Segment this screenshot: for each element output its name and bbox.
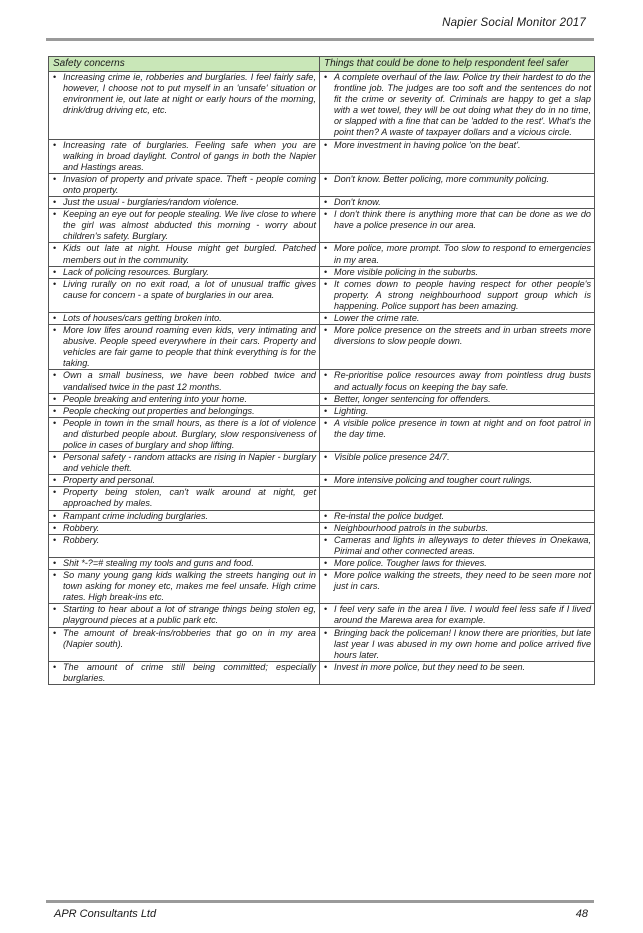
suggestion-cell: • More visible policing in the suburbs. [320, 266, 595, 278]
safety-concern-cell: • People breaking and entering into your home. [49, 393, 320, 405]
table-row [49, 312, 595, 324]
suggestion-cell: • More police, more prompt. Too slow to respond to emergencies in my area. [320, 243, 595, 266]
safety-concern-cell: • Lots of houses/cars getting broken into. [49, 312, 320, 324]
page-header [46, 14, 594, 41]
page-number: 48 [575, 908, 588, 920]
suggestion-cell [320, 487, 595, 510]
suggestion-cell: • I feel very safe in the area I live. I would feel less safe if I lived around the Marewa area for example. [320, 604, 595, 627]
safety-concern-cell: • Just the usual - burglaries/random violence. [49, 197, 320, 209]
table-row [49, 266, 595, 278]
safety-concern-cell: • Kids out late at night. House might get burgled. Patched members out in the community. [49, 243, 320, 266]
safety-concern-cell: • Shit *-?=# stealing my tools and guns and food. [49, 557, 320, 569]
table-row [49, 417, 595, 451]
suggestion-cell: • I don't think there is anything more that can be done as we do have a police presence in our area. [320, 209, 595, 243]
safety-concern-cell: • Property and personal. [49, 475, 320, 487]
suggestion-cell: • Bringing back the policeman! I know there are priorities, but late last year I was abused in my own home and police arrived five hours later. [320, 627, 595, 661]
suggestion-cell: • Invest in more police, but they need to be seen. [320, 661, 595, 684]
suggestion-cell: • Lighting. [320, 405, 595, 417]
suggestion-cell: • Neighbourhood patrols in the suburbs. [320, 522, 595, 534]
safety-concern-cell: • Robbery. [49, 522, 320, 534]
table-row [49, 173, 595, 196]
safety-concern-cell: • Personal safety - random attacks are rising in Napier - burglary and vehicle theft. [49, 452, 320, 475]
safety-concern-cell: • People in town in the small hours, as there is a lot of violence and disturbed people about. Burglary, slow responsiveness of police in cases of burglary and shop lifting. [49, 417, 320, 451]
table-row [49, 139, 595, 173]
suggestion-cell: • Lower the crime rate. [320, 312, 595, 324]
safety-concern-cell: • Starting to hear about a lot of strange things being stolen eg, playground pieces at a public park etc. [49, 604, 320, 627]
suggestion-cell: • More intensive policing and tougher court rulings. [320, 475, 595, 487]
safety-concern-cell: • Keeping an eye out for people stealing. We live close to where the girl was almost abducted this morning - worry about children's safety. Burglary. [49, 209, 320, 243]
safety-concern-cell: • Invasion of property and private space. Theft - people coming onto property. [49, 173, 320, 196]
suggestion-cell: • A visible police presence in town at night and on foot patrol in the day time. [320, 417, 595, 451]
safety-concern-cell: • The amount of break-ins/robberies that go on in my area (Napier south). [49, 627, 320, 661]
table-row [49, 661, 595, 684]
safety-concern-cell: • People checking out properties and belongings. [49, 405, 320, 417]
suggestion-cell: • Re-instal the police budget. [320, 510, 595, 522]
table-row [49, 522, 595, 534]
table-row [49, 557, 595, 569]
table-row [49, 627, 595, 661]
suggestion-cell: • More police presence on the streets and in urban streets more diversions to slow people down. [320, 325, 595, 370]
safety-concern-cell: • More low lifes around roaming even kids, very intimating and abusive. People speed everywhere in their cars. Property and vehicles are fair game to people that think everything is for the taking. [49, 325, 320, 370]
table-row [49, 393, 595, 405]
table-row [49, 325, 595, 370]
footer-company-name: APR Consultants Ltd [54, 908, 157, 920]
table-body [49, 72, 595, 685]
suggestion-cell: • A complete overhaul of the law. Police try their hardest to do the frontline job. The judges are too soft and the sentences do not fit the crime or severity of. Criminals are happy to get a slap with a wet towel, they will be out doing what they do in no time, or slapped with a fine that can be 'added to the rest'. What's the point then? A waste of taxpayer dollars and a vicious circle. [320, 72, 595, 140]
suggestion-cell: • Better, longer sentencing for offenders. [320, 393, 595, 405]
safety-concern-cell: • Rampant crime including burglaries. [49, 510, 320, 522]
table-row [49, 510, 595, 522]
table-row [49, 243, 595, 266]
safety-concern-cell: • Increasing crime ie, robberies and burglaries. I feel fairly safe, however, I choose not to put myself in an 'unsafe' situation or environment ie, out late at night or early hours of the morning, drink/drug driving etc, etc. [49, 72, 320, 140]
table-row [49, 209, 595, 243]
page-footer [46, 900, 594, 925]
suggestion-cell: • Cameras and lights in alleyways to deter thieves in Onekawa, Pirimai and other connected areas. [320, 534, 595, 557]
column-header-things-to-help: Things that could be done to help respondent feel safer [320, 57, 595, 72]
safety-concern-cell: • Lack of policing resources. Burglary. [49, 266, 320, 278]
safety-concern-cell: • Living rurally on no exit road, a lot of unusual traffic gives cause for concern - a spate of burglaries in our area. [49, 278, 320, 312]
table-header-row [49, 57, 595, 72]
suggestion-cell: • More police. Tougher laws for thieves. [320, 557, 595, 569]
table-row [49, 534, 595, 557]
report-title: Napier Social Monitor 2017 [442, 17, 586, 29]
table-row [49, 604, 595, 627]
suggestion-cell: • Don't know. [320, 197, 595, 209]
table-row [49, 370, 595, 393]
suggestion-cell: • It comes down to people having respect for other people's property. A strong neighbourhood support group which is happening. Police support has been amazing. [320, 278, 595, 312]
column-header-safety-concerns: Safety concerns [49, 57, 320, 72]
suggestion-cell: • More police walking the streets, they need to be seen more not just in cars. [320, 570, 595, 604]
safety-concern-cell: • The amount of crime still being committed; especially burglaries. [49, 661, 320, 684]
table-row [49, 570, 595, 604]
table-row [49, 452, 595, 475]
safety-concern-cell: • Increasing rate of burglaries. Feeling safe when you are walking in broad daylight. Control of gangs in both the Napier and Hastings areas. [49, 139, 320, 173]
safety-concern-cell: • Property being stolen, can't walk around at night, get approached by males. [49, 487, 320, 510]
table-row [49, 278, 595, 312]
table-row [49, 475, 595, 487]
suggestion-cell: • Re-prioritise police resources away from pointless drug busts and actually focus on keeping the bay safe. [320, 370, 595, 393]
suggestion-cell: • Don't know. Better policing, more community policing. [320, 173, 595, 196]
table-row [49, 72, 595, 140]
table-row [49, 487, 595, 510]
table-row [49, 405, 595, 417]
safety-concern-cell: • So many young gang kids walking the streets hanging out in town asking for money etc, makes me feel unsafe. High crime rates. High break-ins etc. [49, 570, 320, 604]
safety-concern-cell: • Robbery. [49, 534, 320, 557]
suggestion-cell: • Visible police presence 24/7. [320, 452, 595, 475]
suggestion-cell: • More investment in having police 'on the beat'. [320, 139, 595, 173]
safety-concern-cell: • Own a small business, we have been robbed twice and vandalised twice in the past 12 months. [49, 370, 320, 393]
table-row [49, 197, 595, 209]
safety-concerns-table [48, 56, 595, 685]
